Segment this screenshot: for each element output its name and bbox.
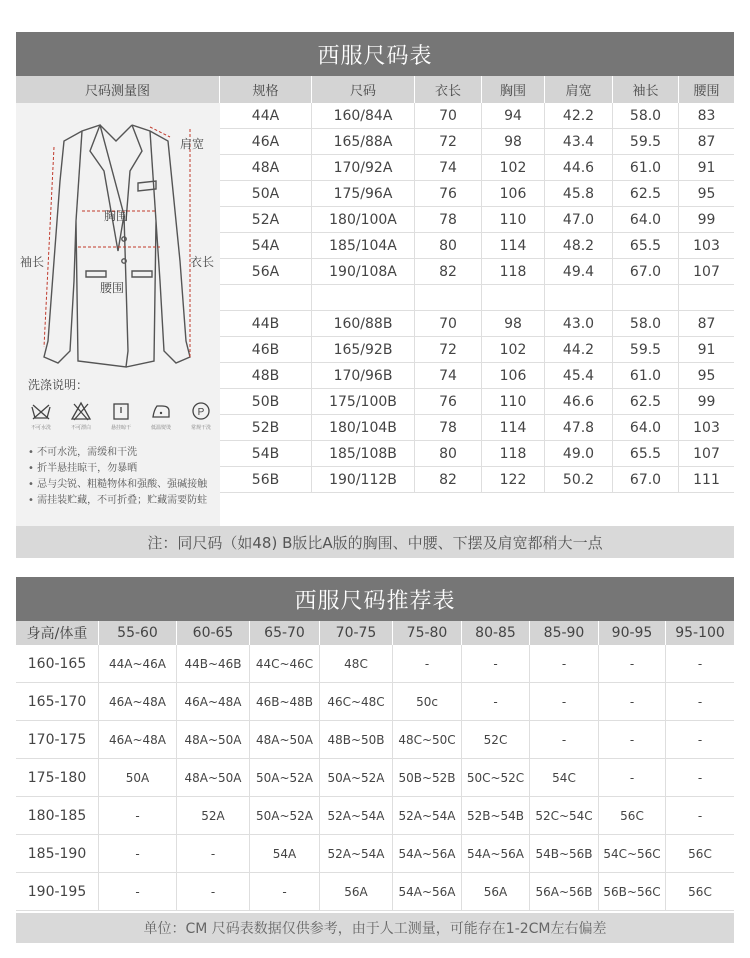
size-cell: 83 bbox=[697, 107, 716, 124]
size-cell: 185/108B bbox=[312, 441, 415, 466]
recommend-cell: 48A~50A bbox=[177, 759, 250, 796]
size-cell: 95 bbox=[697, 367, 716, 384]
size-cell: 175/100B bbox=[312, 389, 415, 414]
recommend-cell: - bbox=[697, 770, 703, 785]
size-cell: 70 bbox=[415, 103, 482, 128]
size-cell: 62.5 bbox=[613, 389, 679, 414]
size-cell: 103 bbox=[693, 237, 720, 254]
size-cell: 67.0 bbox=[613, 467, 679, 492]
recommend-cell: - bbox=[599, 645, 666, 682]
recommend-row bbox=[16, 683, 734, 721]
size-cell: 58.0 bbox=[613, 103, 679, 128]
recommend-cell: 56A~56B bbox=[530, 873, 599, 910]
height-cell: 175-180 bbox=[16, 759, 99, 796]
care-item: • 折半悬挂晾干，勿暴晒 bbox=[28, 461, 207, 477]
size-cell: 54A bbox=[220, 233, 312, 258]
recommend-cell: 48C bbox=[320, 645, 393, 682]
header-length: 衣长 bbox=[415, 76, 482, 103]
recommend-cell: 54A bbox=[250, 835, 320, 872]
size-row bbox=[220, 363, 734, 389]
recommend-cell: 52C~54C bbox=[530, 797, 599, 834]
recommend-row bbox=[16, 645, 734, 683]
size-row bbox=[220, 467, 734, 493]
recommend-cell: - bbox=[530, 721, 599, 758]
recommend-cell: - bbox=[530, 645, 599, 682]
size-cell: 107 bbox=[693, 263, 720, 280]
size-cell: 48A bbox=[220, 155, 312, 180]
weight-header: 70-75 bbox=[320, 621, 393, 645]
size-row bbox=[220, 389, 734, 415]
size-cell: 49.4 bbox=[545, 259, 613, 284]
recommend-cell: 50A~52A bbox=[250, 759, 320, 796]
recommend-cell: - bbox=[177, 873, 250, 910]
size-cell: 74 bbox=[415, 155, 482, 180]
recommend-cell: 50A~52A bbox=[250, 797, 320, 834]
size-cell: 76 bbox=[415, 389, 482, 414]
height-cell: 185-190 bbox=[16, 835, 99, 872]
care-instructions bbox=[28, 445, 207, 509]
recommend-cell: 56B~56C bbox=[599, 873, 666, 910]
size-cell: 111 bbox=[693, 471, 720, 488]
size-cell: 80 bbox=[415, 233, 482, 258]
label-chest: 胸围 bbox=[104, 209, 129, 223]
empty-cell bbox=[312, 285, 415, 310]
recommend-cell: 52A bbox=[177, 797, 250, 834]
recommend-cell: 54A~56A bbox=[393, 873, 462, 910]
recommend-cell: - bbox=[697, 808, 703, 823]
recommend-cell: 54B~56B bbox=[530, 835, 599, 872]
size-cell: 44.6 bbox=[545, 155, 613, 180]
wash-icon-row bbox=[26, 401, 216, 435]
recommend-cell: - bbox=[697, 694, 703, 709]
size-cell: 118 bbox=[482, 259, 545, 284]
size-cell: 59.5 bbox=[613, 337, 679, 362]
size-table bbox=[16, 76, 734, 526]
size-cell: 91 bbox=[697, 159, 716, 176]
hang-dry-icon: 悬挂晾干 bbox=[106, 401, 136, 435]
size-cell: 98 bbox=[482, 311, 545, 336]
recommend-cell: 52A~54A bbox=[320, 797, 393, 834]
no-wash-icon: 不可水洗 bbox=[26, 401, 56, 435]
size-cell: 160/84A bbox=[312, 103, 415, 128]
size-cell: 170/96B bbox=[312, 363, 415, 388]
recommend-row bbox=[16, 721, 734, 759]
size-row bbox=[220, 103, 734, 129]
size-cell: 160/88B bbox=[312, 311, 415, 336]
header-measure-image: 尺码测量图 bbox=[16, 76, 220, 103]
empty-cell bbox=[220, 285, 312, 310]
size-cell: 80 bbox=[415, 441, 482, 466]
empty-cell bbox=[415, 285, 482, 310]
size-cell: 106 bbox=[482, 181, 545, 206]
size-cell: 61.0 bbox=[613, 363, 679, 388]
care-item: • 需挂装贮藏，不可折叠；贮藏需要防蛀 bbox=[28, 493, 207, 509]
empty-cell bbox=[545, 285, 613, 310]
size-cell: 165/92B bbox=[312, 337, 415, 362]
size-cell: 78 bbox=[415, 415, 482, 440]
recommend-cell: - bbox=[599, 683, 666, 720]
recommend-row bbox=[16, 797, 734, 835]
size-cell: 74 bbox=[415, 363, 482, 388]
size-cell: 45.4 bbox=[545, 363, 613, 388]
recommend-cell: 54C bbox=[530, 759, 599, 796]
measurement-diagram-area bbox=[16, 103, 220, 526]
size-cell: 106 bbox=[482, 363, 545, 388]
recommend-cell: 48B~50B bbox=[320, 721, 393, 758]
size-cell: 87 bbox=[697, 133, 716, 150]
size-cell: 82 bbox=[415, 259, 482, 284]
size-cell: 103 bbox=[693, 419, 720, 436]
size-cell: 44.2 bbox=[545, 337, 613, 362]
size-row bbox=[220, 233, 734, 259]
header-spec: 规格 bbox=[220, 76, 312, 103]
recommend-cell: - bbox=[250, 873, 320, 910]
size-cell: 78 bbox=[415, 207, 482, 232]
weight-header: 55-60 bbox=[99, 621, 177, 645]
height-cell: 160-165 bbox=[16, 645, 99, 682]
size-cell: 102 bbox=[482, 337, 545, 362]
height-cell: 165-170 bbox=[16, 683, 99, 720]
size-cell: 50B bbox=[220, 389, 312, 414]
size-row bbox=[220, 311, 734, 337]
recommend-cell: 50c bbox=[393, 683, 462, 720]
size-cell: 99 bbox=[697, 393, 716, 410]
size-cell: 76 bbox=[415, 181, 482, 206]
size-cell: 50A bbox=[220, 181, 312, 206]
recommend-cell: 44A~46A bbox=[99, 645, 177, 682]
size-cell: 175/96A bbox=[312, 181, 415, 206]
recommend-cell: 56C bbox=[688, 884, 712, 899]
recommend-row bbox=[16, 759, 734, 797]
size-cell: 170/92A bbox=[312, 155, 415, 180]
recommend-cell: - bbox=[462, 645, 530, 682]
header-size: 尺码 bbox=[312, 76, 415, 103]
size-cell: 48.2 bbox=[545, 233, 613, 258]
size-cell: 61.0 bbox=[613, 155, 679, 180]
recommend-chart-title: 西服尺码推荐表 bbox=[16, 577, 734, 621]
size-cell: 180/100A bbox=[312, 207, 415, 232]
size-row bbox=[220, 207, 734, 233]
size-cell: 52B bbox=[220, 415, 312, 440]
size-row bbox=[220, 337, 734, 363]
label-shoulder: 肩宽 bbox=[180, 137, 205, 151]
size-cell: 65.5 bbox=[613, 441, 679, 466]
size-cell: 107 bbox=[693, 445, 720, 462]
header-waist: 腰围 bbox=[693, 84, 720, 99]
recommend-cell: 48A~50A bbox=[250, 721, 320, 758]
recommend-table-body bbox=[16, 645, 734, 911]
header-height-weight: 身高/体重 bbox=[16, 621, 99, 645]
size-cell: 54B bbox=[220, 441, 312, 466]
recommend-cell: 50A bbox=[99, 759, 177, 796]
size-row bbox=[220, 259, 734, 285]
recommend-cell: 46B~48B bbox=[250, 683, 320, 720]
iron-icon: 低温熨烫 bbox=[146, 401, 176, 435]
recommend-cell: 52C bbox=[462, 721, 530, 758]
wash-title: 洗涤说明： bbox=[28, 378, 89, 392]
size-cell: 110 bbox=[482, 207, 545, 232]
empty-cell bbox=[679, 285, 734, 310]
size-cell: 59.5 bbox=[613, 129, 679, 154]
size-table-body bbox=[220, 103, 734, 493]
height-cell: 190-195 bbox=[16, 873, 99, 910]
weight-header: 85-90 bbox=[530, 621, 599, 645]
recommend-cell: 48C~50C bbox=[393, 721, 462, 758]
height-cell: 180-185 bbox=[16, 797, 99, 834]
recommend-cell: 54A~56A bbox=[462, 835, 530, 872]
size-row-spacer bbox=[220, 285, 734, 311]
empty-cell bbox=[613, 285, 679, 310]
size-chart-title: 西服尺码表 bbox=[16, 32, 734, 76]
recommend-cell: - bbox=[99, 873, 177, 910]
recommend-cell: - bbox=[99, 797, 177, 834]
size-cell: 46B bbox=[220, 337, 312, 362]
recommend-cell: 50A~52A bbox=[320, 759, 393, 796]
weight-header: 95-100 bbox=[675, 625, 725, 641]
dry-clean-icon: P 常规干洗 bbox=[186, 401, 216, 435]
label-sleeve: 袖长 bbox=[20, 255, 45, 269]
size-cell: 190/108A bbox=[312, 259, 415, 284]
size-table-header bbox=[16, 76, 734, 103]
size-chart-panel bbox=[16, 32, 734, 558]
header-chest: 胸围 bbox=[482, 76, 545, 103]
svg-text:P: P bbox=[197, 407, 205, 418]
recommend-cell: 56A bbox=[462, 873, 530, 910]
recommend-cell: 50C~52C bbox=[462, 759, 530, 796]
size-cell: 58.0 bbox=[613, 311, 679, 336]
height-cell: 170-175 bbox=[16, 721, 99, 758]
size-cell: 42.2 bbox=[545, 103, 613, 128]
size-cell: 72 bbox=[415, 337, 482, 362]
unit-note: 单位：CM 尺码表数据仅供参考，由于人工测量，可能存在1-2CM左右偏差 bbox=[16, 913, 734, 943]
size-cell: 46.6 bbox=[545, 389, 613, 414]
size-cell: 43.4 bbox=[545, 129, 613, 154]
weight-header: 65-70 bbox=[250, 621, 320, 645]
size-cell: 56B bbox=[220, 467, 312, 492]
recommend-cell: 56C bbox=[599, 797, 666, 834]
size-cell: 91 bbox=[697, 341, 716, 358]
recommend-cell: - bbox=[599, 759, 666, 796]
recommend-cell: 46C~48C bbox=[320, 683, 393, 720]
weight-header: 90-95 bbox=[599, 621, 666, 645]
jacket-outline-icon bbox=[44, 125, 190, 367]
recommend-cell: 44B~46B bbox=[177, 645, 250, 682]
size-cell: 185/104A bbox=[312, 233, 415, 258]
recommend-cell: - bbox=[697, 656, 703, 671]
size-cell: 65.5 bbox=[613, 233, 679, 258]
recommend-cell: 46A~48A bbox=[99, 721, 177, 758]
size-cell: 47.8 bbox=[545, 415, 613, 440]
recommend-cell: 52A~54A bbox=[320, 835, 393, 872]
recommend-cell: - bbox=[530, 683, 599, 720]
recommend-cell: 56A bbox=[320, 873, 393, 910]
size-row bbox=[220, 441, 734, 467]
size-cell: 44B bbox=[220, 311, 312, 336]
size-cell: 49.0 bbox=[545, 441, 613, 466]
weight-header: 60-65 bbox=[177, 621, 250, 645]
size-cell: 62.5 bbox=[613, 181, 679, 206]
recommend-cell: 48A~50A bbox=[177, 721, 250, 758]
size-cell: 114 bbox=[482, 233, 545, 258]
recommend-row bbox=[16, 873, 734, 911]
size-cell: 44A bbox=[220, 103, 312, 128]
recommend-cell: - bbox=[462, 683, 530, 720]
size-row bbox=[220, 155, 734, 181]
size-cell: 52A bbox=[220, 207, 312, 232]
care-item: • 忌与尖锐、粗糙物体和强酸、强碱接触 bbox=[28, 477, 207, 493]
recommend-cell: 46A~48A bbox=[177, 683, 250, 720]
recommend-row bbox=[16, 835, 734, 873]
size-cell: 47.0 bbox=[545, 207, 613, 232]
size-cell: 102 bbox=[482, 155, 545, 180]
label-waist: 腰围 bbox=[100, 281, 125, 295]
size-cell: 110 bbox=[482, 389, 545, 414]
size-cell: 165/88A bbox=[312, 129, 415, 154]
size-cell: 64.0 bbox=[613, 207, 679, 232]
no-bleach-icon: 不可漂白 bbox=[66, 401, 96, 435]
size-row bbox=[220, 129, 734, 155]
header-shoulder: 肩宽 bbox=[545, 76, 613, 103]
size-cell: 99 bbox=[697, 211, 716, 228]
weight-header: 75-80 bbox=[393, 621, 462, 645]
label-length: 衣长 bbox=[190, 255, 215, 269]
recommend-cell: 52A~54A bbox=[393, 797, 462, 834]
weight-header: 80-85 bbox=[462, 621, 530, 645]
recommend-chart-panel bbox=[16, 577, 734, 943]
size-note: 注：同尺码（如48) B版比A版的胸围、中腰、下摆及肩宽都稍大一点 bbox=[16, 526, 734, 558]
size-cell: 87 bbox=[697, 315, 716, 332]
size-cell: 114 bbox=[482, 415, 545, 440]
size-cell: 118 bbox=[482, 441, 545, 466]
empty-cell bbox=[482, 285, 545, 310]
size-cell: 46A bbox=[220, 129, 312, 154]
recommend-cell: - bbox=[99, 835, 177, 872]
size-cell: 45.8 bbox=[545, 181, 613, 206]
care-item: • 不可水洗，需缓和干洗 bbox=[28, 445, 207, 461]
size-cell: 98 bbox=[482, 129, 545, 154]
header-sleeve: 袖长 bbox=[613, 76, 679, 103]
recommend-cell: 54C~56C bbox=[599, 835, 666, 872]
size-cell: 70 bbox=[415, 311, 482, 336]
size-cell: 56A bbox=[220, 259, 312, 284]
size-cell: 94 bbox=[482, 103, 545, 128]
size-row bbox=[220, 415, 734, 441]
recommend-cell: 46A~48A bbox=[99, 683, 177, 720]
size-cell: 95 bbox=[697, 185, 716, 202]
size-cell: 122 bbox=[482, 467, 545, 492]
size-cell: 50.2 bbox=[545, 467, 613, 492]
size-cell: 82 bbox=[415, 467, 482, 492]
recommend-cell: - bbox=[393, 645, 462, 682]
recommend-cell: 44C~46C bbox=[250, 645, 320, 682]
recommend-table-header bbox=[16, 621, 734, 645]
size-cell: 190/112B bbox=[312, 467, 415, 492]
recommend-cell: 56C bbox=[688, 846, 712, 861]
size-cell: 67.0 bbox=[613, 259, 679, 284]
recommend-cell: 52B~54B bbox=[462, 797, 530, 834]
recommend-cell: 54A~56A bbox=[393, 835, 462, 872]
size-cell: 180/104B bbox=[312, 415, 415, 440]
size-cell: 72 bbox=[415, 129, 482, 154]
recommend-cell: - bbox=[697, 732, 703, 747]
recommend-cell: 50B~52B bbox=[393, 759, 462, 796]
size-cell: 48B bbox=[220, 363, 312, 388]
recommend-cell: - bbox=[177, 835, 250, 872]
size-row bbox=[220, 181, 734, 207]
size-cell: 64.0 bbox=[613, 415, 679, 440]
size-cell: 43.0 bbox=[545, 311, 613, 336]
recommend-cell: - bbox=[599, 721, 666, 758]
